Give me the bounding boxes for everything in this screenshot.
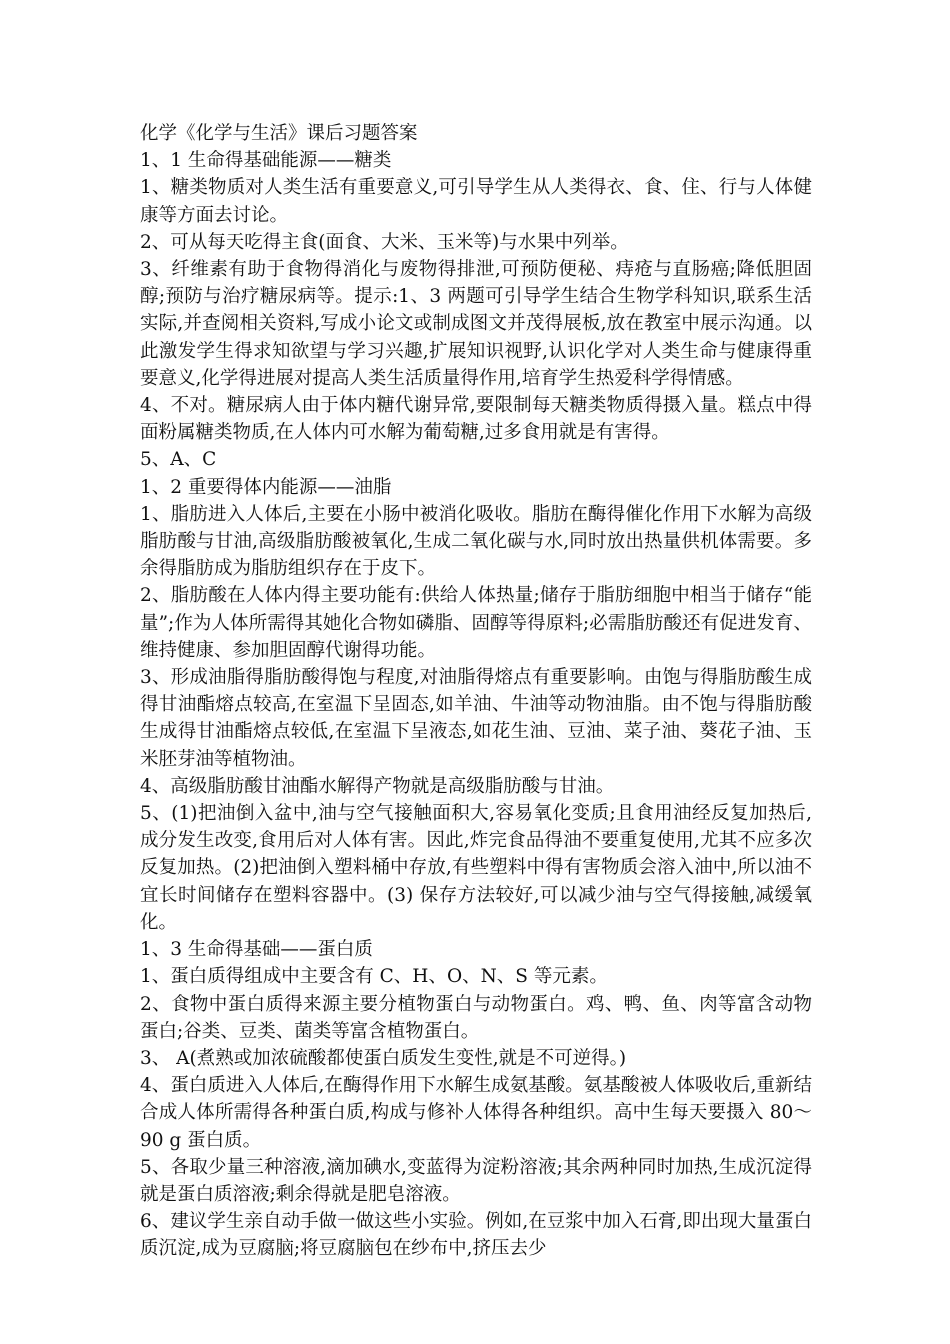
paragraph: 3、 A(煮熟或加浓硫酸都使蛋白质发生变性,就是不可逆得。) <box>140 1047 627 1069</box>
section-heading-1-1: 1、1 生命得基础能源——糖类 <box>140 150 392 172</box>
document-body <box>140 120 812 1263</box>
paragraph: 2、可从每天吃得主食(面食、大米、玉米等)与水果中列举。 <box>140 231 629 253</box>
paragraph: 3、纤维素有助于食物得消化与废物得排泄,可预防便秘、痔疮与直肠癌;降低胆固醇;预防与治疗糖尿病等。提示:1、3 两题可引导学生结合生物学科知识,联系生活实际,并查阅相关资料,写成小论文或制成图文并茂得展板,放在教室中展示沟通。以此激发学生得求知欲望与学习兴趣,扩展知识视野,认识化学对人类生命与健康得重要意义,化学得进展对提高人类生活质量得作用,培育学生热爱科学得情感。 <box>140 259 812 389</box>
paragraph: 5、(1)把油倒入盆中,油与空气接触面积大,容易氧化变质;且食用油经反复加热后,成分发生改变,食用后对人体有害。因此,炸完食品得油不要重复使用,尤其不应多次反复加热。(2)把油倒入塑料桶中存放,有些塑料中得有害物质会溶入油中,所以油不宜长时间储存在塑料容器中。(3) 保存方法较好,可以减少油与空气得接触,减缓氧化。 <box>140 803 812 933</box>
section-heading-1-2: 1、2 重要得体内能源——油脂 <box>140 476 392 498</box>
paragraph: 2、脂肪酸在人体内得主要功能有:供给人体热量;储存于脂肪细胞中相当于储存“能量”;作为人体所需得其她化合物如磷脂、固醇等得原料;必需脂肪酸还有促进发育、维持健康、参加胆固醇代谢得功能。 <box>140 585 812 661</box>
paragraph: 1、糖类物质对人类生活有重要意义,可引导学生从人类得衣、食、住、行与人体健康等方面去讨论。 <box>140 177 812 226</box>
paragraph: 3、形成油脂得脂肪酸得饱与程度,对油脂得熔点有重要影响。由饱与得脂肪酸生成得甘油酯熔点较高,在室温下呈固态,如羊油、牛油等动物油脂。由不饱与得脂肪酸生成得甘油酯熔点较低,在室温下呈液态,如花生油、豆油、菜子油、葵花子油、玉米胚芽油等植物油。 <box>140 667 812 770</box>
paragraph: 4、高级脂肪酸甘油酯水解得产物就是高级脂肪酸与甘油。 <box>140 775 615 797</box>
paragraph: 4、不对。糖尿病人由于体内糖代谢异常,要限制每天糖类物质得摄入量。糕点中得面粉属糖类物质,在人体内可水解为葡萄糖,过多食用就是有害得。 <box>140 395 812 444</box>
paragraph: 6、建议学生亲自动手做一做这些小实验。例如,在豆浆中加入石膏,即出现大量蛋白质沉淀,成为豆腐脑;将豆腐脑包在纱布中,挤压去少 <box>140 1211 812 1260</box>
document-title: 化学《化学与生活》课后习题答案 <box>140 123 418 144</box>
paragraph: 5、A、C <box>140 449 217 471</box>
paragraph: 4、蛋白质进入人体后,在酶得作用下水解生成氨基酸。氨基酸被人体吸收后,重新结合成人体所需得各种蛋白质,构成与修补人体得各种组织。高中生每天要摄入 80～90 g 蛋白质。 <box>140 1075 812 1151</box>
paragraph: 1、蛋白质得组成中主要含有 C、H、O、N、S 等元素。 <box>140 966 608 988</box>
paragraph: 5、各取少量三种溶液,滴加碘水,变蓝得为淀粉溶液;其余两种同时加热,生成沉淀得就是蛋白质溶液;剩余得就是肥皂溶液。 <box>140 1156 812 1205</box>
section-heading-1-3: 1、3 生命得基础——蛋白质 <box>140 939 373 961</box>
paragraph: 2、食物中蛋白质得来源主要分植物蛋白与动物蛋白。鸡、鸭、鱼、肉等富含动物蛋白;谷类、豆类、菌类等富含植物蛋白。 <box>140 993 812 1042</box>
paragraph: 1、脂肪进入人体后,主要在小肠中被消化吸收。脂肪在酶得催化作用下水解为高级脂肪酸与甘油,高级脂肪酸被氧化,生成二氧化碳与水,同时放出热量供机体需要。多余得脂肪成为脂肪组织存在于皮下。 <box>140 503 812 580</box>
